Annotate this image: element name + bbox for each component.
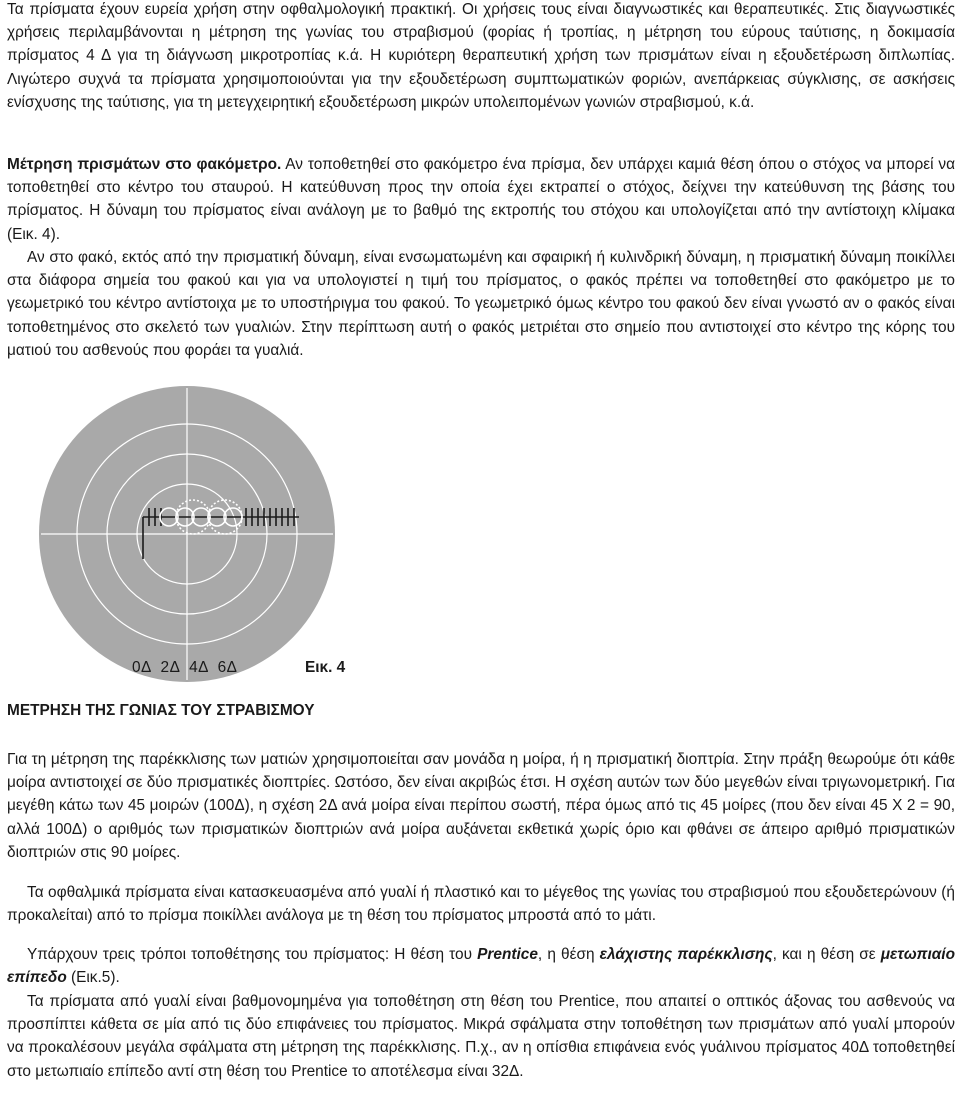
paragraph-prism-uses: Τα πρίσματα έχουν ευρεία χρήση στην οφθαλμολογική πρακτική. Οι χρήσεις τους είναι διαγνωστικές και θεραπευτικές. Στις διαγνωστικές χρήσεις περιλαμβάνονται η μέτρηση της γωνίας του στραβισμού (φορίας ή τροπίας, η μέτρηση του εύρους ταύτισης, η δοκιμασία πρίσματος 4 Δ για τη διάγνωση μικροτροπίας κ.ά. Η κυριότερη θεραπευτική χρήση των πρισμάτων είναι η εξουδετέρωση διπλωπίας. Λιγώτερο συχνά τα πρίσματα χρησιμοποιούνται για την εξουδετέρωση συμπτωματικών φοριών, ανεπάρκειας σύγκλισης, σε ασκήσεις ενίσχυσης της ταύτισης, για τη μετεγχειρητική εξουδετέρωση μικρών υπολειπομένων γωνιών στραβισμού, κ.ά. <box>7 1 955 111</box>
paragraph-prism-positions <box>7 943 955 989</box>
term-frontal-plane: μετωπιαίο επίπεδο <box>7 946 955 987</box>
lensmeter-heading: Μέτρηση πρισμάτων στο φακόμετρο. <box>7 156 282 173</box>
prism-scale-labels: 0Δ 2Δ 4Δ 6Δ <box>132 659 238 676</box>
text-segment: , και η θέση σε <box>772 946 881 963</box>
lensmeter-target-figure <box>37 384 337 684</box>
paragraph-lensmeter <box>7 153 955 246</box>
figure-caption: Εικ. 4 <box>305 659 346 676</box>
term-prentice: Prentice <box>477 946 538 963</box>
text-segment: (Εικ.5). <box>66 969 120 987</box>
paragraph-lens-center: Αν στο φακό, εκτός από την πρισματική δύναμη, είναι ενσωματωμένη και σφαιρική ή κυλινδρική δύναμη, η πρισματική δύναμη ποικίλλει στα διάφορα σημεία του φακού και για να υπολογιστεί η τιμή του πρίσματος, ο φακός πρέπει να τοποθετηθεί στο φακόμετρο με το γεωμετρικό του κέντρο αντίστοιχα με το υποστήριγμα του φακού. Το γεωμετρικό όμως κέντρο του φακού δεν είναι γνωστό αν ο φακός είναι τοποθετημένος στο σκελετό των γυαλιών. Στην περίπτωση αυτή ο φακός μετριέται στο σημείο που αντιστοιχεί στο κέντρο της κόρης του ματιού του ασθενούς που φοράει τα γυαλιά. <box>7 249 955 359</box>
paragraph-deviation-units: Για τη μέτρηση της παρέκκλισης των ματιών χρησιμοποιείται σαν μονάδα η μοίρα, ή η πρισματική διοπτρία. Στην πράξη θεωρούμε ότι κάθε μοίρα αντιστοιχεί σε δύο πρισματικές διοπτρίες. Ωστόσο, δεν είναι ακριβώς έτσι. Η σχέση αυτών των δύο μεγεθών είναι τριγωνομετρική. Για μεγέθη κάτω των 45 μοιρών (100Δ), η σχέση 2Δ ανά μοίρα είναι περίπου σωστή, πέρα όμως από τις 45 μοίρες (που δεν είναι 45 Χ 2 = 90, αλλά 100Δ) ο αριθμός των πρισματικών διοπτριών ανά μοίρα αυξάνεται εκθετικά χωρίς όριο και φθάνει σε άπειρο αριθμό πρισματικών διοπτριών στις 90 μοίρες. <box>7 751 955 861</box>
section-heading: ΜΕΤΡΗΣΗ ΤΗΣ ΓΩΝΙΑΣ ΤΟΥ ΣΤΡΑΒΙΣΜΟΥ <box>7 702 315 719</box>
paragraph-ophthalmic-prisms: Τα οφθαλμικά πρίσματα είναι κατασκευασμένα από γυαλί ή πλαστικό και το μέγεθος της γωνίας του στραβισμού που εξουδετερώνουν (ή προκαλείται) από το πρίσμα ποικίλλει ανάλογα με τη θέση του πρίσματος μπροστά από το μάτι. <box>7 884 955 925</box>
term-minimum-deviation: ελάχιστης παρέκκλισης <box>599 946 773 963</box>
text-segment: Υπάρχουν τρεις τρόποι τοποθέτησης του πρίσματος: Η θέση του <box>27 946 478 963</box>
text-segment: , η θέση <box>537 946 600 963</box>
lensmeter-text: Αν τοποθετηθεί στο φακόμετρο ένα πρίσμα, δεν υπάρχει καμιά θέση όπου ο στόχος να μπορεί να τοποθετηθεί στο κέντρο του σταυρού. Η κατεύθυνση προς την οποία έχει εκτραπεί ο στόχος, δείχνει την κατεύθυνση της βάσης του πρίσματος. Η δύναμη του πρίσματος είναι ανάλογη με το βαθμό της εκτροπής του στόχου και υπολογίζεται από την αντίστοιχη κλίμακα (Εικ. 4). <box>7 156 955 243</box>
paragraph-glass-prisms: Τα πρίσματα από γυαλί είναι βαθμονομημένα για τοποθέτηση στη θέση του Prentice, που απαιτεί ο οπτικός άξονας του ασθενούς να προσπίπτει κάθετα σε μία από τις δύο επιφάνειες του πρίσματος. Μικρά σφάλματα στην τοποθέτηση των πρισμάτων από γυαλί μπορούν να προκαλέσουν μεγάλα σφάλματα στη μέτρηση της παρέκκλισης. Π.χ., αν η οπίσθια επιφάνεια ενός γυάλινου πρίσματος 40Δ τοποθετηθεί στο μετωπιαίο επίπεδο αντί στη θέση του Prentice το αποτέλεσμα είναι 32Δ. <box>7 993 955 1080</box>
